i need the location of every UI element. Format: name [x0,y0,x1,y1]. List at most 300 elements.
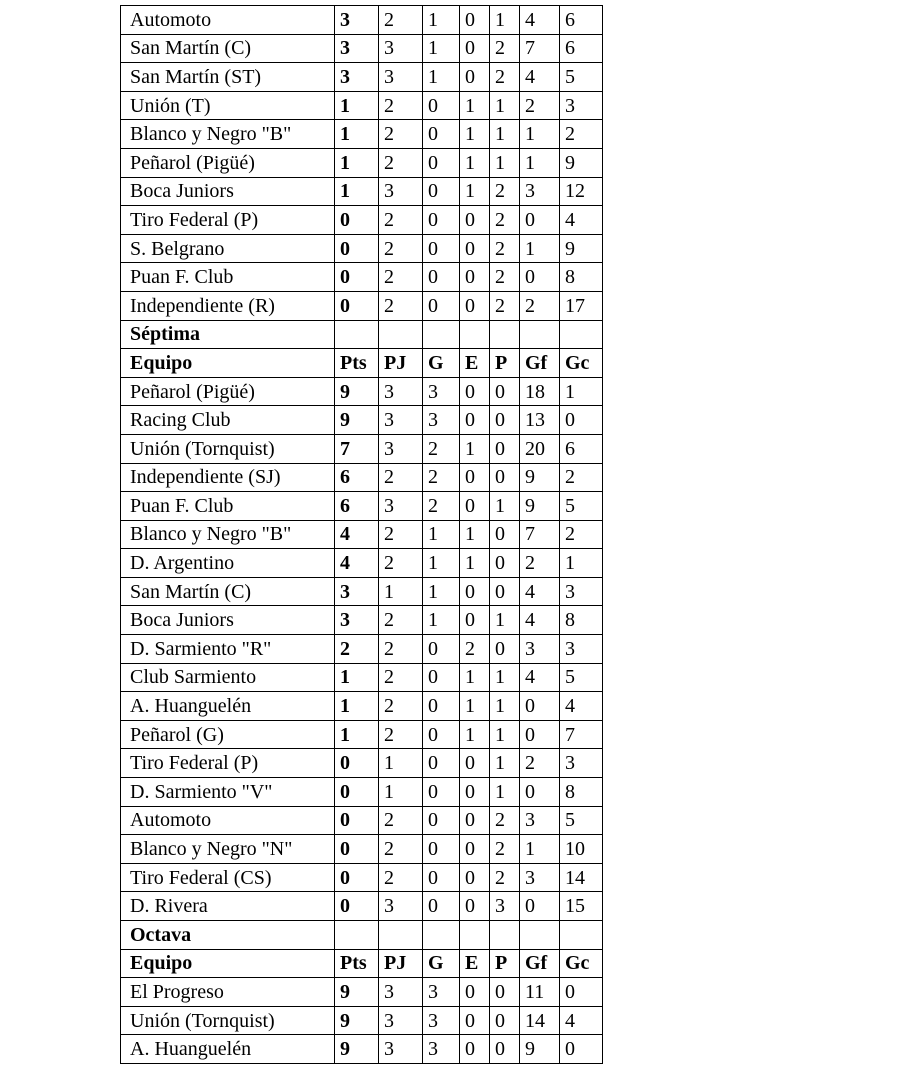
stat-cell: 1 [423,606,460,635]
stat-cell: 4 [520,577,560,606]
stat-cell: 8 [560,263,603,292]
stat-cell: 4 [520,606,560,635]
points-cell: 3 [335,6,379,35]
column-header: Equipo [121,949,335,978]
stat-cell: 0 [460,806,490,835]
stat-cell: 0 [490,1006,520,1035]
stat-cell: 7 [520,520,560,549]
stat-cell: 2 [379,549,423,578]
section-title-row [121,921,603,950]
stat-cell: 0 [560,406,603,435]
stat-cell: 0 [423,720,460,749]
stat-cell: 1 [490,6,520,35]
stat-cell: 0 [490,463,520,492]
points-cell: 0 [335,234,379,263]
stat-cell: 3 [560,577,603,606]
column-header: PJ [379,349,423,378]
stat-cell: 0 [423,263,460,292]
table-row [121,463,603,492]
standings-body [121,6,603,1064]
empty-cell [460,320,490,349]
stat-cell: 9 [520,1035,560,1064]
table-row [121,663,603,692]
stat-cell: 3 [379,434,423,463]
team-name: Blanco y Negro "N" [121,835,335,864]
points-cell: 1 [335,720,379,749]
stat-cell: 4 [520,663,560,692]
stat-cell: 2 [379,206,423,235]
table-row [121,863,603,892]
column-header: Gc [560,949,603,978]
stat-cell: 1 [490,492,520,521]
table-row [121,892,603,921]
stat-cell: 2 [379,863,423,892]
column-header: P [490,349,520,378]
stat-cell: 4 [560,692,603,721]
table-row [121,1006,603,1035]
stat-cell: 0 [460,406,490,435]
column-header: E [460,949,490,978]
team-name: Tiro Federal (P) [121,206,335,235]
stat-cell: 2 [379,720,423,749]
stat-cell: 11 [520,978,560,1007]
points-cell: 3 [335,577,379,606]
stat-cell: 0 [520,263,560,292]
table-row [121,577,603,606]
stat-cell: 1 [560,377,603,406]
stat-cell: 2 [423,434,460,463]
stat-cell: 0 [520,692,560,721]
table-row [121,291,603,320]
team-name: Unión (Tornquist) [121,1006,335,1035]
empty-cell [379,921,423,950]
points-cell: 0 [335,892,379,921]
stat-cell: 2 [423,463,460,492]
column-header: G [423,949,460,978]
points-cell: 0 [335,863,379,892]
points-cell: 1 [335,692,379,721]
empty-cell [560,320,603,349]
stat-cell: 3 [423,377,460,406]
points-cell: 7 [335,434,379,463]
stat-cell: 0 [490,1035,520,1064]
stat-cell: 12 [560,177,603,206]
team-name: Peñarol (G) [121,720,335,749]
table-row [121,806,603,835]
column-header-row [121,349,603,378]
team-name: Peñarol (Pigüé) [121,148,335,177]
team-name: S. Belgrano [121,234,335,263]
stat-cell: 0 [460,263,490,292]
stat-cell: 18 [520,377,560,406]
stat-cell: 0 [460,863,490,892]
stat-cell: 2 [379,148,423,177]
table-row [121,978,603,1007]
table-row [121,492,603,521]
table-row [121,177,603,206]
stat-cell: 7 [560,720,603,749]
team-name: D. Sarmiento "V" [121,778,335,807]
stat-cell: 0 [490,978,520,1007]
stat-cell: 3 [379,1006,423,1035]
stat-cell: 2 [560,520,603,549]
empty-cell [490,921,520,950]
stat-cell: 3 [560,91,603,120]
stat-cell: 1 [423,549,460,578]
stat-cell: 4 [520,6,560,35]
points-cell: 0 [335,206,379,235]
table-row [121,34,603,63]
stat-cell: 1 [520,120,560,149]
column-header: Gf [520,349,560,378]
empty-cell [560,921,603,950]
team-name: A. Huanguelén [121,692,335,721]
table-row [121,148,603,177]
stat-cell: 2 [379,91,423,120]
stat-cell: 2 [490,263,520,292]
empty-cell [335,921,379,950]
stat-cell: 2 [379,120,423,149]
stat-cell: 0 [460,6,490,35]
stat-cell: 0 [423,749,460,778]
stat-cell: 0 [423,291,460,320]
table-row [121,1035,603,1064]
empty-cell [490,320,520,349]
team-name: Unión (T) [121,91,335,120]
points-cell: 6 [335,492,379,521]
team-name: D. Rivera [121,892,335,921]
stat-cell: 1 [460,120,490,149]
points-cell: 0 [335,778,379,807]
stat-cell: 1 [490,148,520,177]
stat-cell: 5 [560,663,603,692]
table-row [121,120,603,149]
table-row [121,434,603,463]
column-header-row [121,949,603,978]
stat-cell: 2 [379,635,423,664]
stat-cell: 0 [490,520,520,549]
stat-cell: 2 [560,120,603,149]
stat-cell: 1 [520,234,560,263]
table-row [121,778,603,807]
table-row [121,234,603,263]
team-name: Independiente (SJ) [121,463,335,492]
stat-cell: 3 [379,492,423,521]
stat-cell: 1 [379,577,423,606]
stat-cell: 3 [423,978,460,1007]
stat-cell: 3 [423,1035,460,1064]
stat-cell: 0 [490,377,520,406]
stat-cell: 9 [560,148,603,177]
stat-cell: 3 [490,892,520,921]
stat-cell: 0 [423,635,460,664]
stat-cell: 2 [490,63,520,92]
stat-cell: 0 [423,663,460,692]
stat-cell: 0 [460,234,490,263]
table-row [121,749,603,778]
stat-cell: 0 [423,806,460,835]
stat-cell: 2 [520,549,560,578]
stat-cell: 4 [560,206,603,235]
stat-cell: 1 [460,663,490,692]
team-name: Boca Juniors [121,177,335,206]
column-header: Pts [335,349,379,378]
stat-cell: 0 [490,635,520,664]
points-cell: 1 [335,148,379,177]
points-cell: 3 [335,63,379,92]
stat-cell: 14 [520,1006,560,1035]
stat-cell: 0 [460,835,490,864]
points-cell: 0 [335,291,379,320]
table-row [121,63,603,92]
empty-cell [520,921,560,950]
stat-cell: 13 [520,406,560,435]
stat-cell: 1 [490,749,520,778]
stat-cell: 2 [520,749,560,778]
stat-cell: 0 [460,978,490,1007]
points-cell: 4 [335,549,379,578]
column-header: PJ [379,949,423,978]
stat-cell: 3 [560,635,603,664]
stat-cell: 1 [460,692,490,721]
column-header: E [460,349,490,378]
stat-cell: 2 [379,291,423,320]
stat-cell: 1 [460,91,490,120]
stat-cell: 1 [423,63,460,92]
empty-cell [460,921,490,950]
stat-cell: 0 [460,206,490,235]
stat-cell: 2 [379,692,423,721]
stat-cell: 0 [423,892,460,921]
stat-cell: 1 [560,549,603,578]
stat-cell: 0 [460,1035,490,1064]
stat-cell: 0 [423,148,460,177]
stat-cell: 0 [460,492,490,521]
stat-cell: 20 [520,434,560,463]
empty-cell [423,320,460,349]
points-cell: 6 [335,463,379,492]
stat-cell: 0 [460,577,490,606]
stat-cell: 0 [460,606,490,635]
stat-cell: 6 [560,434,603,463]
team-name: Blanco y Negro "B" [121,120,335,149]
stat-cell: 3 [520,863,560,892]
points-cell: 0 [335,835,379,864]
column-header: P [490,949,520,978]
stat-cell: 0 [490,406,520,435]
stat-cell: 1 [423,6,460,35]
table-row [121,263,603,292]
stat-cell: 0 [460,63,490,92]
team-name: A. Huanguelén [121,1035,335,1064]
stat-cell: 4 [560,1006,603,1035]
stat-cell: 0 [460,1006,490,1035]
stat-cell: 0 [560,1035,603,1064]
table-row [121,406,603,435]
stat-cell: 0 [460,749,490,778]
team-name: El Progreso [121,978,335,1007]
stat-cell: 2 [490,806,520,835]
stat-cell: 4 [520,63,560,92]
stat-cell: 3 [379,177,423,206]
stat-cell: 1 [490,778,520,807]
empty-cell [379,320,423,349]
stat-cell: 0 [423,91,460,120]
stat-cell: 2 [490,835,520,864]
team-name: Tiro Federal (CS) [121,863,335,892]
team-name: Automoto [121,6,335,35]
stat-cell: 1 [520,148,560,177]
table-row [121,377,603,406]
stat-cell: 1 [460,549,490,578]
stat-cell: 9 [520,463,560,492]
stat-cell: 2 [379,263,423,292]
points-cell: 9 [335,1006,379,1035]
stat-cell: 5 [560,806,603,835]
stat-cell: 0 [460,463,490,492]
points-cell: 3 [335,606,379,635]
stat-cell: 1 [460,148,490,177]
stat-cell: 3 [379,34,423,63]
stat-cell: 0 [460,892,490,921]
column-header: Gf [520,949,560,978]
stat-cell: 1 [460,520,490,549]
stat-cell: 9 [520,492,560,521]
stat-cell: 0 [423,778,460,807]
column-header: Equipo [121,349,335,378]
stat-cell: 2 [490,34,520,63]
stat-cell: 1 [379,749,423,778]
stat-cell: 2 [520,91,560,120]
team-name: Independiente (R) [121,291,335,320]
stat-cell: 10 [560,835,603,864]
stat-cell: 3 [379,406,423,435]
stat-cell: 0 [460,778,490,807]
stat-cell: 7 [520,34,560,63]
stat-cell: 3 [423,406,460,435]
stat-cell: 17 [560,291,603,320]
stat-cell: 2 [490,206,520,235]
stat-cell: 2 [379,6,423,35]
stat-cell: 1 [490,91,520,120]
points-cell: 1 [335,91,379,120]
team-name: D. Sarmiento "R" [121,635,335,664]
stat-cell: 0 [560,978,603,1007]
stat-cell: 1 [460,434,490,463]
empty-cell [520,320,560,349]
stat-cell: 3 [379,63,423,92]
points-cell: 1 [335,177,379,206]
points-cell: 9 [335,377,379,406]
stat-cell: 0 [490,549,520,578]
stat-cell: 1 [379,778,423,807]
team-name: D. Argentino [121,549,335,578]
stat-cell: 2 [379,663,423,692]
column-header: Gc [560,349,603,378]
stat-cell: 2 [490,234,520,263]
stat-cell: 1 [460,177,490,206]
stat-cell: 3 [520,177,560,206]
team-name: Boca Juniors [121,606,335,635]
team-name: San Martín (C) [121,577,335,606]
table-row [121,206,603,235]
stat-cell: 0 [423,177,460,206]
stat-cell: 14 [560,863,603,892]
stat-cell: 1 [423,520,460,549]
stat-cell: 3 [379,1035,423,1064]
table-row [121,520,603,549]
points-cell: 2 [335,635,379,664]
stat-cell: 8 [560,606,603,635]
points-cell: 1 [335,663,379,692]
stat-cell: 3 [423,1006,460,1035]
points-cell: 0 [335,806,379,835]
stat-cell: 3 [379,978,423,1007]
team-name: Racing Club [121,406,335,435]
stat-cell: 0 [460,34,490,63]
stat-cell: 2 [379,234,423,263]
column-header: G [423,349,460,378]
stat-cell: 1 [490,663,520,692]
stat-cell: 1 [490,692,520,721]
stat-cell: 0 [520,778,560,807]
stat-cell: 1 [490,720,520,749]
points-cell: 1 [335,120,379,149]
stat-cell: 8 [560,778,603,807]
points-cell: 9 [335,1035,379,1064]
stat-cell: 2 [460,635,490,664]
stat-cell: 5 [560,492,603,521]
section-title: Séptima [121,320,335,349]
points-cell: 3 [335,34,379,63]
stat-cell: 3 [379,377,423,406]
stat-cell: 3 [379,892,423,921]
stat-cell: 0 [520,206,560,235]
stat-cell: 2 [560,463,603,492]
team-name: Automoto [121,806,335,835]
points-cell: 0 [335,749,379,778]
stat-cell: 0 [423,234,460,263]
team-name: San Martín (C) [121,34,335,63]
table-row [121,692,603,721]
points-cell: 0 [335,263,379,292]
stat-cell: 2 [490,177,520,206]
points-cell: 9 [335,978,379,1007]
stat-cell: 0 [490,434,520,463]
team-name: Unión (Tornquist) [121,434,335,463]
table-row [121,720,603,749]
stat-cell: 0 [423,863,460,892]
stat-cell: 6 [560,34,603,63]
stat-cell: 1 [460,720,490,749]
stat-cell: 0 [460,377,490,406]
stat-cell: 9 [560,234,603,263]
table-row [121,6,603,35]
stat-cell: 2 [490,863,520,892]
table-row [121,635,603,664]
table-row [121,91,603,120]
stat-cell: 0 [520,720,560,749]
team-name: Tiro Federal (P) [121,749,335,778]
stat-cell: 2 [490,291,520,320]
standings-table [120,5,603,1064]
team-name: Peñarol (Pigüé) [121,377,335,406]
stat-cell: 1 [423,34,460,63]
stat-cell: 2 [379,606,423,635]
stat-cell: 1 [520,835,560,864]
team-name: Club Sarmiento [121,663,335,692]
stat-cell: 2 [379,835,423,864]
